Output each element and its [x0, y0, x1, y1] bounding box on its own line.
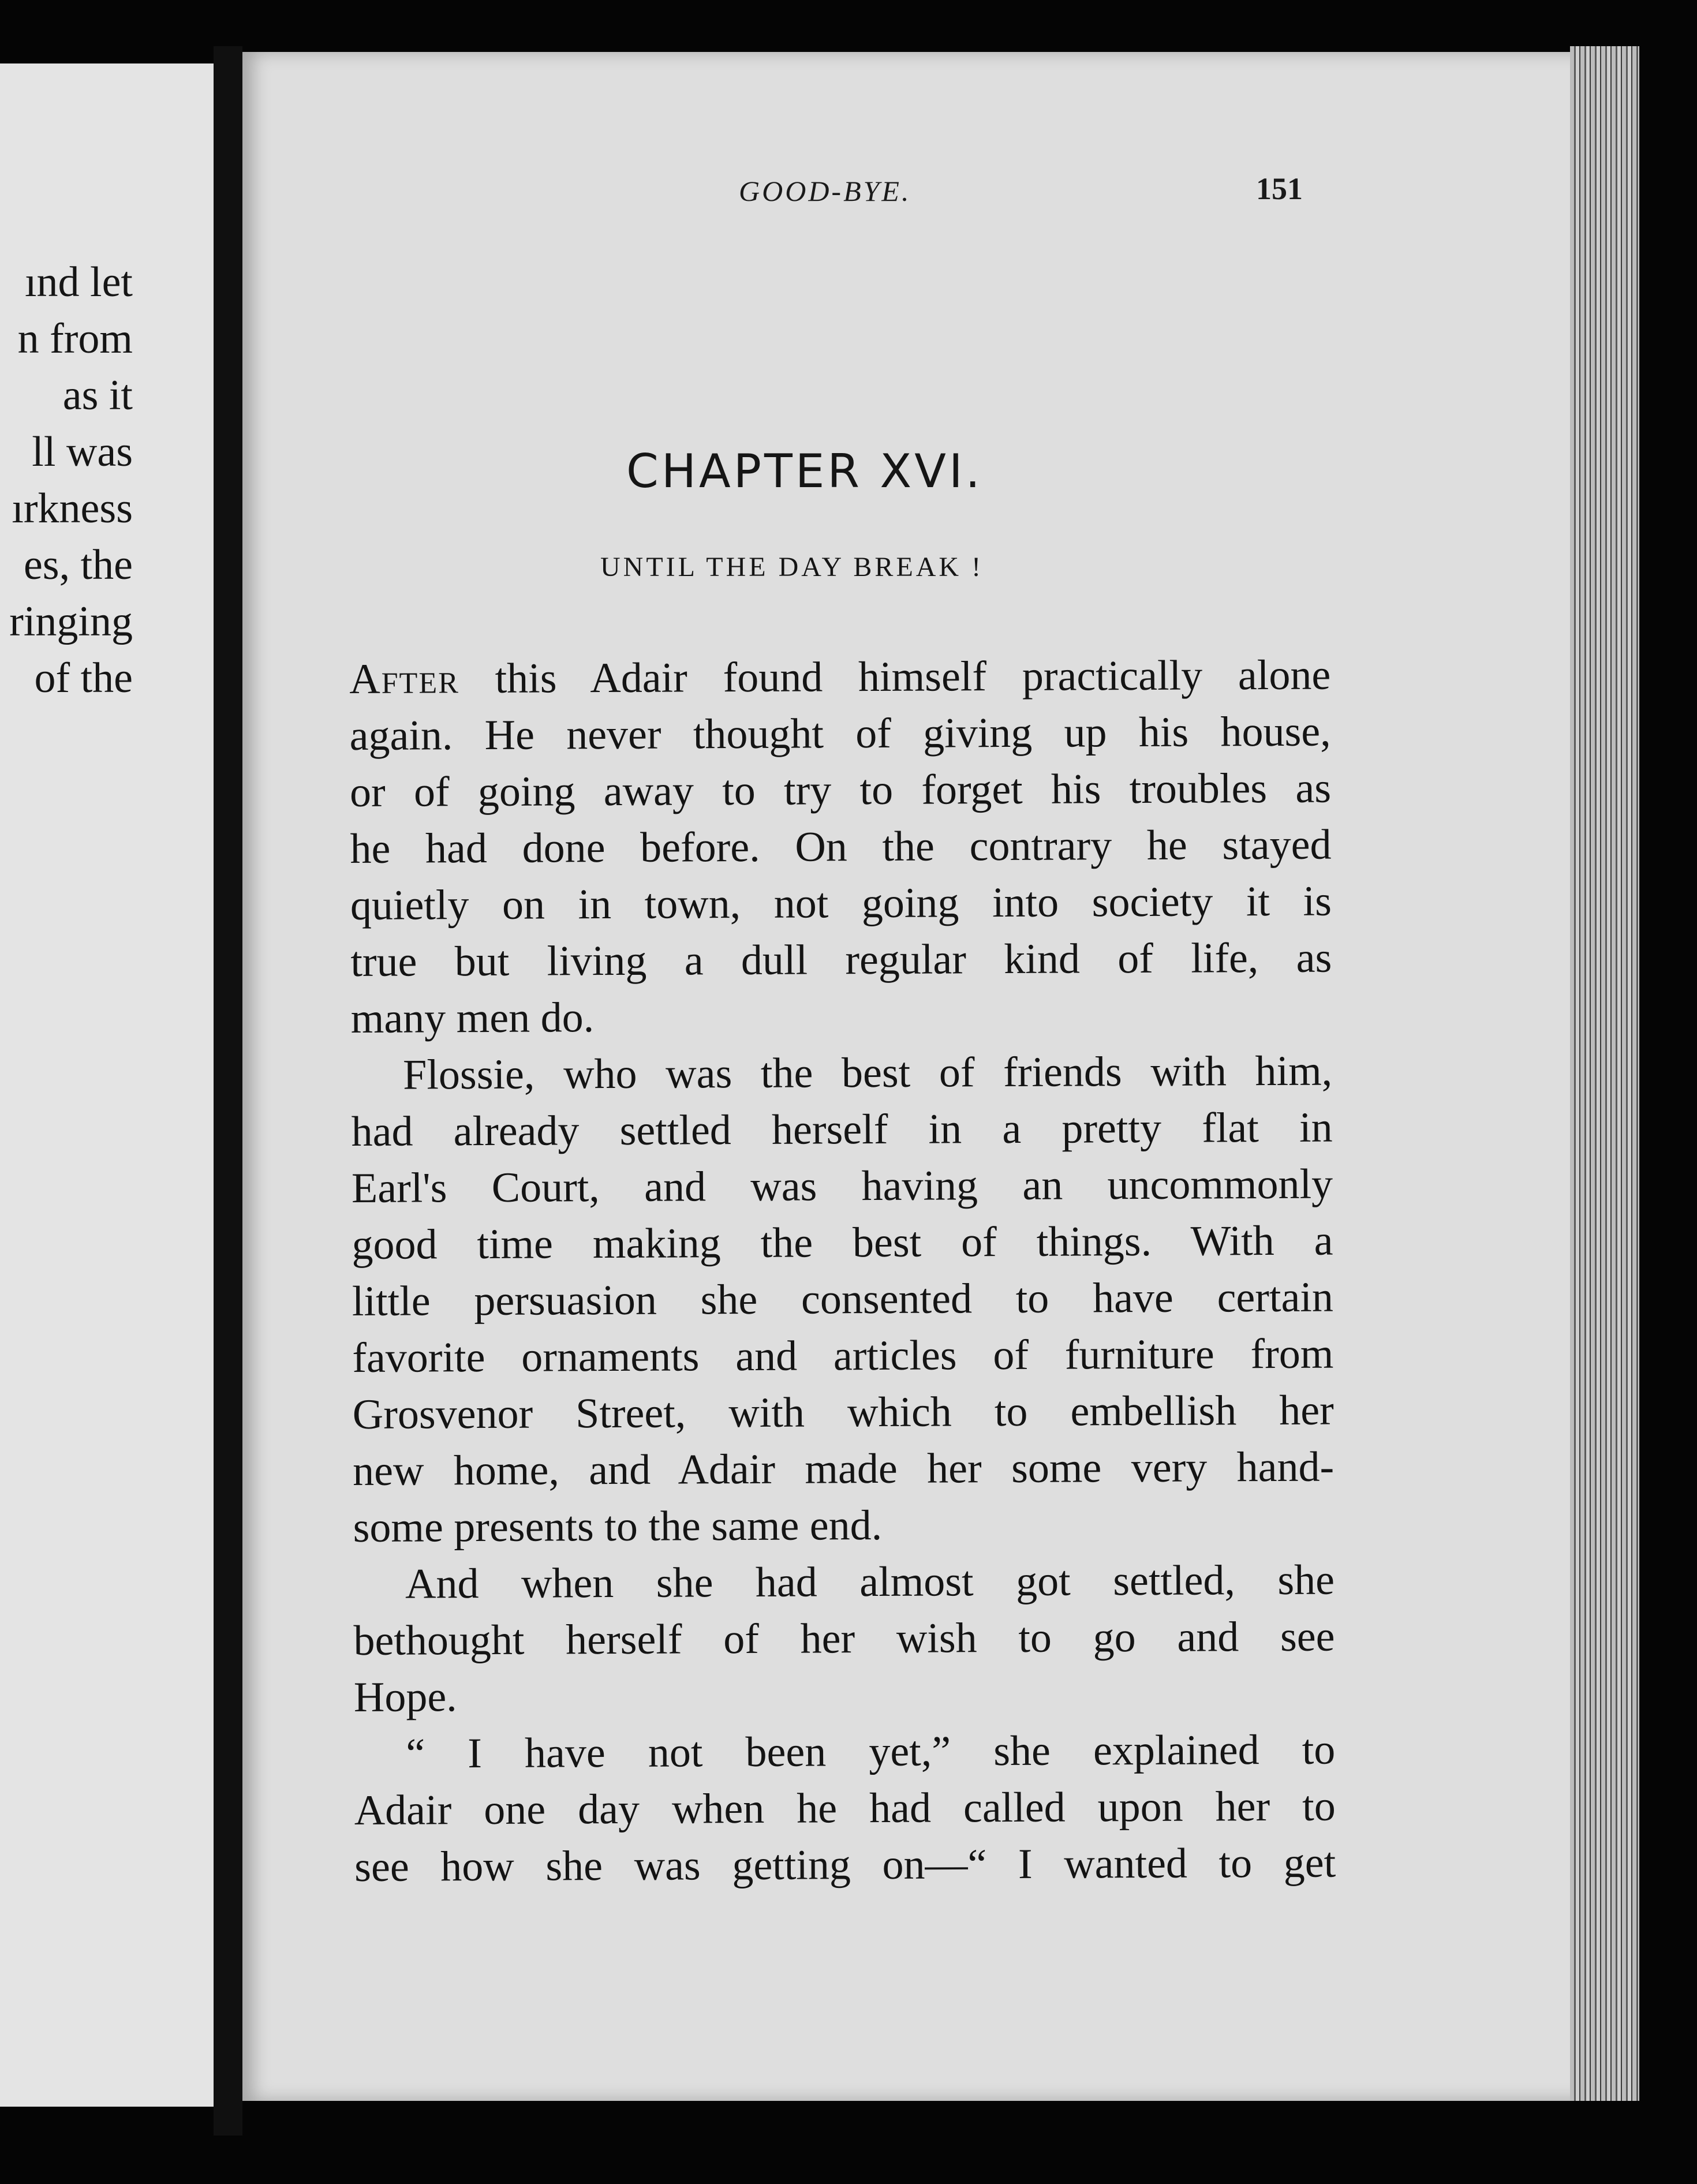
page-number: 151	[1256, 171, 1303, 206]
previous-page-line: ınd let	[24, 259, 133, 306]
lead-word: After	[349, 655, 459, 703]
text-line: new home, and Adair made her some very hand-	[353, 1443, 1335, 1495]
previous-page-line: es, the	[23, 541, 133, 589]
previous-page-line: n from	[17, 315, 133, 362]
text-line: Grosvenor Street, with which to embellish her	[352, 1386, 1334, 1438]
text-line: “ I have not been yet,” she explained to	[406, 1726, 1336, 1778]
text-line: Earl's Court, and was having an uncommonly	[351, 1160, 1333, 1212]
page-edges	[1570, 46, 1639, 2101]
chapter-subtitle: UNTIL THE DAY BREAK !	[600, 552, 984, 582]
previous-page-line: as it	[62, 372, 133, 419]
text-line: he had done before. On the contrary he stayed	[350, 821, 1332, 873]
previous-page	[0, 63, 214, 2107]
text-line: many men do.	[350, 994, 595, 1042]
text-line: Adair one day when he had called upon her to	[354, 1782, 1336, 1834]
text-line: favorite ornaments and articles of furniture from	[352, 1330, 1334, 1382]
text-line: true but living a dull regular kind of life, as	[350, 934, 1332, 986]
previous-page-line: ringing	[9, 598, 133, 645]
text-line: Flossie, who was the best of friends with him,	[403, 1047, 1333, 1099]
text-line: quietly on in town, not going into society it is	[350, 877, 1332, 929]
text-line: or of going away to try to forget his troubles as	[349, 764, 1332, 816]
text-line-content: this Adair found himself practically alone	[459, 651, 1331, 703]
text-line: see how she was getting on—“ I wanted to get	[354, 1839, 1336, 1891]
text-line: Hope.	[353, 1673, 457, 1721]
text-line: And when she had almost got settled, she	[405, 1556, 1335, 1608]
running-head: GOOD-BYE.	[739, 175, 911, 207]
previous-page-line: ırkness	[12, 485, 133, 532]
text-line: again. He never thought of giving up his house,	[349, 708, 1331, 760]
text-line: some presents to the same end.	[353, 1501, 883, 1551]
text-line: little persuasion she consented to have certain	[352, 1273, 1334, 1325]
previous-page-text	[9, 254, 133, 706]
text-line: bethought herself of her wish to go and see	[353, 1613, 1335, 1665]
book-gutter	[214, 46, 242, 2136]
chapter-title: CHAPTER XVI.	[626, 444, 983, 498]
previous-page-line: ll was	[32, 428, 133, 476]
text-line	[349, 647, 1330, 708]
text-line: good time making the best of things. With a	[352, 1217, 1333, 1269]
previous-page-line: of the	[34, 655, 133, 702]
text-line: had already settled herself in a pretty flat in	[351, 1104, 1333, 1155]
body-text	[349, 647, 1336, 1895]
